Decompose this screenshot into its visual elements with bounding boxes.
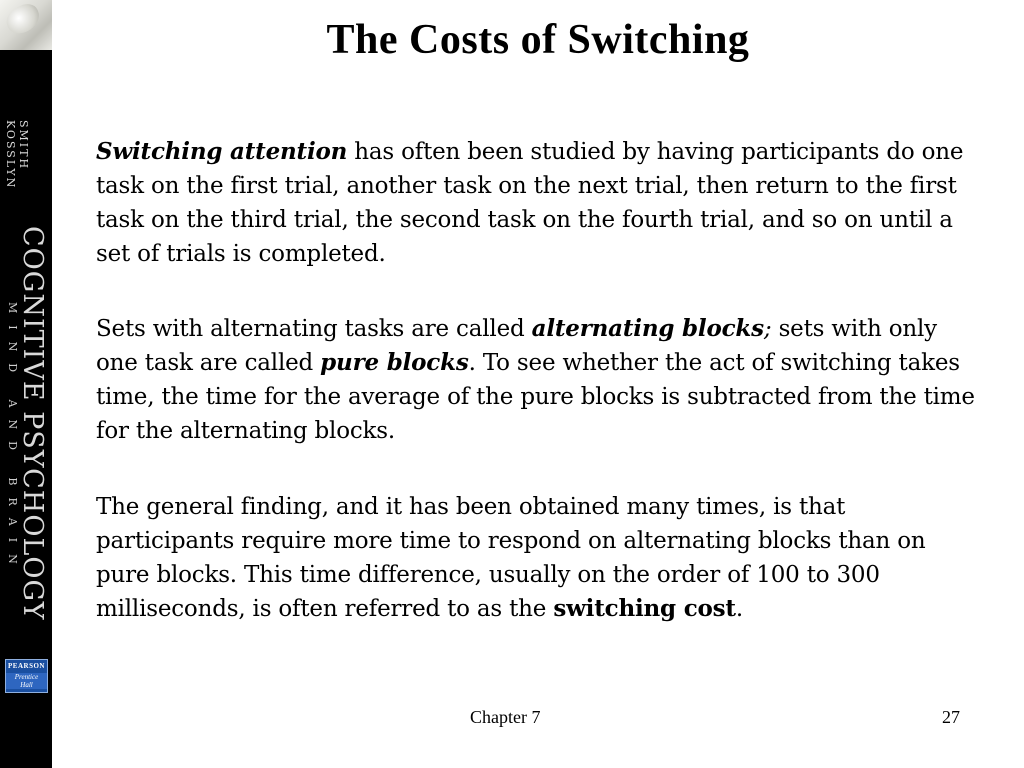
slide-title: The Costs of Switching (326, 17, 750, 63)
publisher-imprint (6, 673, 47, 689)
imprint-line-1: Prentice (14, 673, 39, 681)
publisher-logo (5, 659, 48, 693)
paragraph-switching-attention (96, 135, 976, 271)
spine-author-2: KOSSLYN (4, 120, 17, 190)
term-alternating-blocks: alternating blocks (531, 315, 764, 342)
term-pure-blocks: pure blocks (320, 349, 469, 376)
publisher-name: PEARSON (8, 662, 45, 670)
term-switching-attention: Switching attention (96, 138, 348, 165)
spine-book-title: COGNITIVE PSYCHOLOGY (17, 226, 48, 621)
paragraph-block-types (96, 312, 976, 448)
paragraph-1-text: has often been studied by having participants do one task on the first trial, another task on the next trial, then return to the first task on the third trial, the second task on the fourth trial, and so on until a set of trials is completed. (96, 139, 964, 267)
paragraph-2-tail: . To see whether the act of switching takes time, the time for the average of the pure blocks is subtracted from the time for the alternating blocks. (96, 350, 975, 444)
spine-authors (4, 120, 30, 189)
term-switching-cost: switching cost (553, 595, 736, 622)
spine-author-1: SMITH (17, 120, 30, 171)
paragraph-2-lead: Sets with alternating tasks are called (96, 316, 532, 342)
book-spine-sidebar (0, 0, 52, 768)
spine-book-subtitle: MIND AND BRAIN (6, 302, 19, 576)
paragraph-general-finding (96, 490, 976, 626)
spine-cover-art-image (0, 0, 52, 50)
paragraph-2-mid: sets with only one task are called (96, 316, 937, 376)
footer-chapter: Chapter 7 (470, 707, 541, 727)
footer-page-number: 27 (942, 707, 960, 727)
term-1-punctuation: ; (763, 316, 772, 342)
paragraph-3-lead: The general finding, and it has been obtained many times, is that participants require more time to respond on alternating blocks than on pure blocks. This time difference, usually on the order of 100 to 300 milliseconds, is often referred to as the (96, 494, 926, 622)
paragraph-3-tail: . (735, 596, 743, 622)
imprint-line-2: Hall (20, 681, 33, 689)
